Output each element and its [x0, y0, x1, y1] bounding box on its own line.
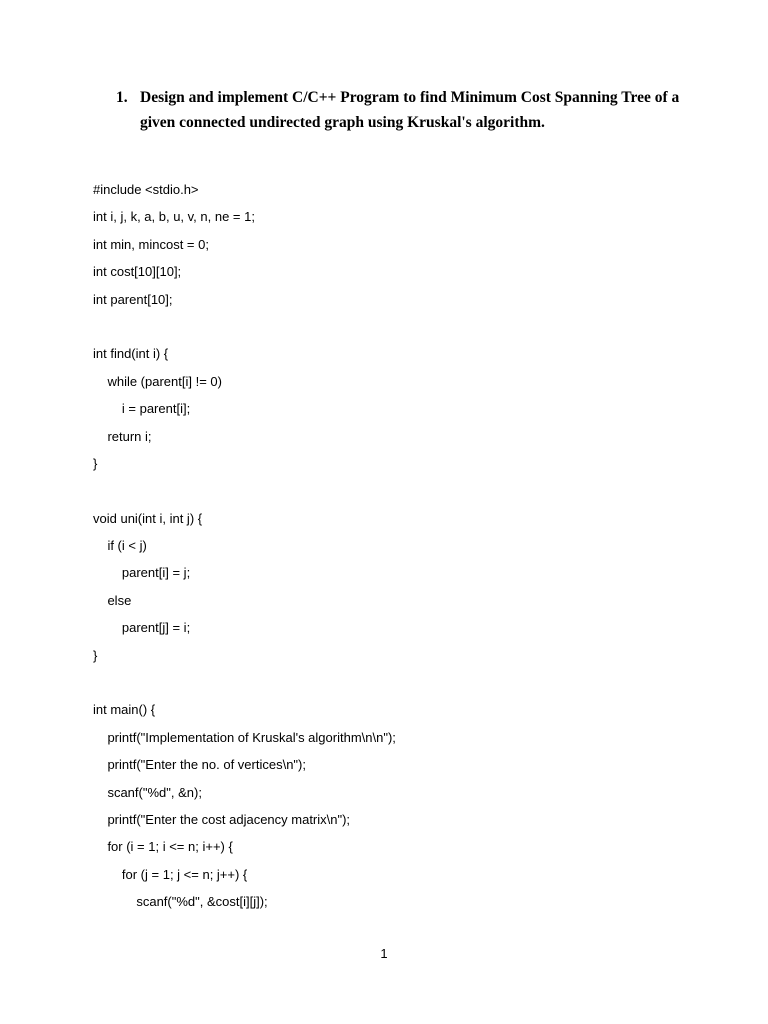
- code-line: int i, j, k, a, b, u, v, n, ne = 1;: [93, 209, 255, 225]
- page-number: 1: [380, 946, 388, 961]
- question-text: Design and implement C/C++ Program to find Minimum Cost Spanning Tree of a given connected undirected graph using Kruskal's algorithm.: [140, 89, 680, 131]
- code-line: int min, mincost = 0;: [93, 236, 209, 252]
- code-line: int cost[10][10];: [93, 264, 182, 280]
- code-line: while (parent[i] != 0): [93, 373, 222, 389]
- question-number: 1.: [116, 89, 128, 106]
- code-listing: [93, 176, 713, 916]
- code-line: [93, 477, 713, 504]
- question-heading: [116, 85, 696, 135]
- code-line: }: [93, 647, 98, 663]
- code-line: else: [93, 592, 132, 608]
- code-line: int main() {: [93, 702, 156, 718]
- code-line: parent[i] = j;: [93, 565, 191, 581]
- code-line: scanf("%d", &n);: [93, 784, 202, 800]
- code-line: if (i < j): [93, 538, 147, 554]
- code-line: printf("Enter the cost adjacency matrix\n");: [93, 811, 351, 827]
- code-line: parent[j] = i;: [93, 620, 191, 636]
- code-line: for (i = 1; i <= n; i++) {: [93, 839, 233, 855]
- code-line: int parent[10];: [93, 291, 173, 307]
- code-line: return i;: [93, 428, 152, 444]
- code-line: scanf("%d", &cost[i][j]);: [93, 894, 268, 910]
- code-line: [93, 669, 713, 696]
- code-line: #include <stdio.h>: [93, 182, 199, 197]
- code-line: printf("Implementation of Kruskal's algorithm\n\n");: [93, 729, 396, 745]
- code-line: void uni(int i, int j) {: [93, 510, 203, 526]
- code-line: i = parent[i];: [93, 401, 191, 417]
- code-line: int find(int i) {: [93, 346, 169, 362]
- code-line: [93, 313, 713, 340]
- code-line: printf("Enter the no. of vertices\n");: [93, 757, 306, 773]
- code-line: }: [93, 455, 98, 471]
- code-line: for (j = 1; j <= n; j++) {: [93, 866, 248, 882]
